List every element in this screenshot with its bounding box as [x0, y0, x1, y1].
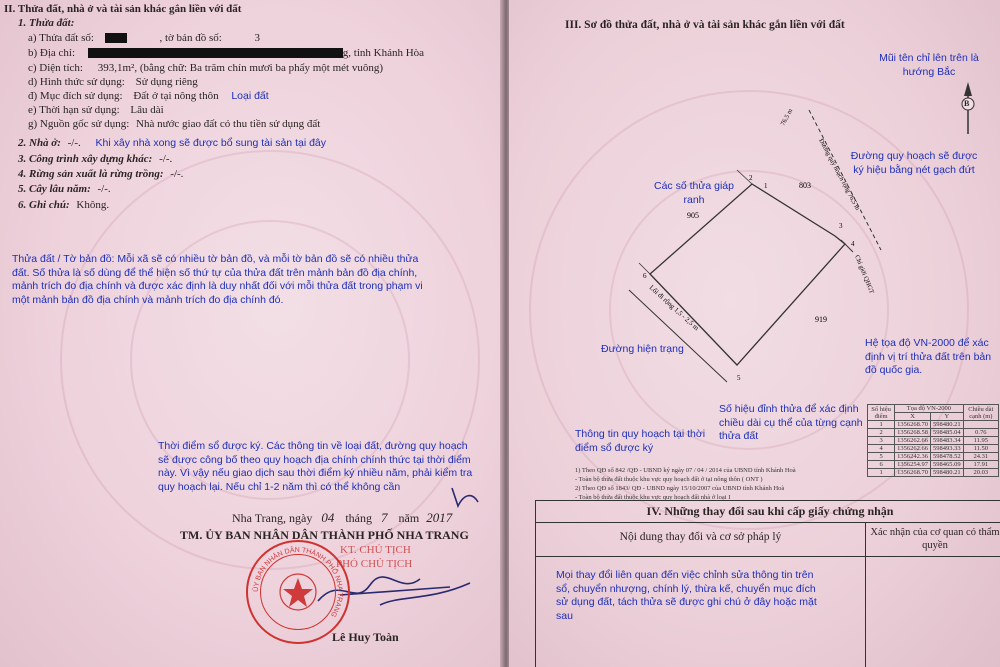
land-heading: 1. Thửa đất: [18, 17, 75, 29]
planning-line: - Toàn bộ thửa đất thuộc khu vực quy hoạch đất nhà ở loại I [575, 494, 731, 501]
purpose-value: Đất ở tại nông thôn [133, 90, 219, 102]
address-suffix: g, tỉnh Khánh Hòa [342, 47, 425, 59]
edge-annotation: Số hiệu đỉnh thửa để xác định chiều dài cụ thể của từng cạnh thửa đất [719, 403, 863, 442]
boundary-label: Chỉ giới QHGT [853, 254, 875, 295]
coord-row [868, 461, 999, 469]
house-value: -/-. [67, 137, 81, 149]
changes-table [535, 500, 1000, 667]
date-year: 2017 [426, 510, 453, 525]
vn2000-annotation: Hệ tọa độ VN-2000 để xác định vị trí thửa đất trên bản đồ quốc gia. [865, 337, 992, 376]
parcel-sketch [609, 100, 889, 400]
origin-row [28, 117, 320, 131]
coord-row [868, 453, 999, 461]
coord-cell: 24.31 [963, 453, 998, 461]
house-row [18, 136, 326, 151]
coord-cell: 11.50 [963, 445, 998, 453]
forest-value: -/-. [170, 168, 184, 180]
coord-header-system: Tọa độ VN-2000 [895, 405, 964, 413]
address-row [28, 46, 424, 60]
use-form-value: Sử dụng riêng [135, 76, 198, 88]
remarks-row [18, 198, 109, 212]
neighbor-803: 803 [799, 181, 811, 190]
planning-line: - Toàn bộ thửa đất thuộc khu vực quy hoạch đất ở tại nông thôn ( ONT ) [575, 476, 763, 483]
svg-text:ỦY BAN NHÂN DÂN THÀNH PHỐ NHA: ỦY BAN NHÂN DÂN THÀNH PHỐ NHA TRANG [252, 546, 344, 619]
coord-cell: 1 [868, 421, 895, 429]
coord-row [868, 437, 999, 445]
vertex-6: 6 [643, 272, 647, 280]
changes-col-content: Nội dung thay đổi và cơ sở pháp lý [536, 523, 866, 557]
forest-row [18, 167, 183, 181]
parcel-redaction [105, 33, 127, 43]
construction-row [18, 152, 172, 166]
changes-content-cell [536, 557, 866, 667]
construction-label: 3. Công trình xây dựng khác: [18, 153, 153, 165]
coord-cell: 1356268.70 [895, 421, 931, 429]
coord-row [868, 469, 999, 477]
coord-header-distance: Chiều dài cạnh (m) [963, 405, 998, 421]
neighbor-905: 905 [687, 211, 699, 220]
coord-row [868, 429, 999, 437]
changes-col-confirmation: Xác nhận của cơ quan có thẩm quyền [866, 523, 1000, 557]
vertex-5: 5 [737, 374, 741, 382]
term-row [28, 103, 164, 117]
north-letter: B [964, 99, 970, 108]
initials-mark [448, 484, 488, 512]
coord-cell: 2 [868, 429, 895, 437]
official-seal [246, 540, 350, 644]
coord-cell [963, 421, 998, 429]
coord-header-x: X [895, 413, 931, 421]
origin-value: Nhà nước giao đất có thu tiền sử dụng đất [136, 118, 321, 130]
purpose-row [28, 89, 269, 104]
use-form-row [28, 75, 198, 89]
remarks-value: Không. [76, 199, 110, 211]
coord-cell: 598485.04 [931, 429, 964, 437]
date-month-label: tháng [345, 511, 373, 525]
existing-road-annotation: Đường hiện trạng [601, 343, 684, 355]
planning-line: 1) Theo QĐ số 842 /QĐ - UBND ký ngày 07 / 04 / 2014 của UBND tỉnh Khánh Hoà [575, 467, 796, 474]
vertex-1: 1 [764, 182, 768, 190]
term-label: e) Thời hạn sử dụng: [28, 104, 120, 116]
coordinate-table [867, 404, 999, 477]
signer-name: Lê Huy Toàn [332, 630, 399, 644]
perennial-row [18, 182, 111, 196]
parcel-label: a) Thửa đất số: [28, 32, 94, 44]
coord-cell: 1356262.66 [895, 437, 931, 445]
planning-line: 2) Theo QĐ số 1843/ QĐ - UBND ngày 15/10/2007 của UBND tỉnh Khánh Hoà [575, 485, 785, 492]
coord-row [868, 445, 999, 453]
coord-cell: 598483.34 [931, 437, 964, 445]
coord-cell: 6 [868, 461, 895, 469]
coord-cell: 17.91 [963, 461, 998, 469]
remarks-label: 6. Ghi chú: [18, 199, 70, 211]
right-page [509, 0, 1000, 667]
address-redaction [88, 48, 343, 58]
coord-cell: 1356262.66 [895, 445, 931, 453]
forest-label: 4. Rừng sản xuất là rừng trồng: [18, 168, 164, 180]
changes-confirmation-cell [866, 557, 1000, 667]
coord-cell: 11.95 [963, 437, 998, 445]
construction-value: -/-. [159, 153, 173, 165]
vertex-4: 4 [851, 240, 855, 248]
coord-cell: 3 [868, 437, 895, 445]
changes-annotation: Mọi thay đổi liên quan đến việc chỉnh sửa thông tin trên sổ, chuyển nhượng, chính lý, thừa kế, chuyển mục đích sử dụng đất, tách thửa sẽ được ghi chú ở đây hoặc mặt sau [556, 569, 817, 622]
changes-title: IV. Những thay đổi sau khi cấp giấy chứng nhận [536, 501, 1000, 523]
coord-cell: 1356268.70 [895, 469, 931, 477]
coord-cell: 598480.21 [931, 421, 964, 429]
coord-cell: 598465.09 [931, 461, 964, 469]
coord-row [868, 421, 999, 429]
area-value: 393,1m², (bằng chữ: Ba trăm chín mươi ba phẩy một mét vuông) [97, 62, 384, 74]
house-label: 2. Nhà ở: [18, 137, 61, 149]
signing-date [232, 511, 452, 525]
section-title-ii: II. Thửa đất, nhà ở và tài sản khác gắn liền với đất [4, 3, 242, 15]
origin-label: g) Nguồn gốc sử dụng: [28, 118, 130, 130]
coord-cell: 5 [868, 453, 895, 461]
vertex-3: 3 [839, 222, 843, 230]
neighbor-919: 919 [815, 315, 827, 324]
signer-title-2: PHÓ CHỦ TỊCH [336, 558, 413, 570]
map-sheet-label: , tờ bản đồ số: [159, 32, 222, 44]
existing-road-label: Lối đi rộng 1,5 - 2,5 m [647, 283, 701, 333]
timing-annotation: Thời điểm sổ được ký. Các thông tin về loại đất, đường quy hoạch sẽ được công bố theo quy hoạch địa chính chính thức tại thời điểm này. Vì vậy nếu giao dịch sau thời điểm ký nhiều năm, phải kiểm tra quy hoạch lại. Nếu chỉ 1-2 năm thì có thể không cần [158, 440, 473, 493]
term-value: Lâu dài [130, 104, 164, 116]
north-arrow-icon [957, 80, 979, 136]
purpose-note: Loại đất [231, 90, 269, 102]
coord-cell: 1356254.97 [895, 461, 931, 469]
parcel-annotation: Thửa đất / Tờ bản đồ: Mỗi xã sẽ có nhiều tờ bản đồ, và mỗi tờ bản đồ sẽ có nhiều thửa đất. Số thửa là số dùng để thể hiện số thứ tự của thửa đất trên mảnh bản đồ địa chính, mảnh trích đo địa chính và được xác định là duy nhất đối với mỗi thửa đất trong phạm vi một mảnh bản đồ địa chính và mảnh trích đo địa chính đó. [12, 253, 423, 306]
coord-cell: 598478.52 [931, 453, 964, 461]
committee-name: TM. ỦY BAN NHÂN DÂN THÀNH PHỐ NHA TRANG [180, 528, 469, 542]
vertex-2: 2 [749, 174, 753, 182]
planned-road-annotation: Đường quy hoạch sẽ được ký hiệu bằng nét gạch đứt [850, 150, 978, 176]
perennial-value: -/-. [97, 183, 111, 195]
coord-header-no: Số hiệu điểm [868, 405, 895, 421]
house-note: Khi xây nhà xong sẽ được bổ sung tài sản tại đây [95, 137, 327, 149]
signer-title-1: KT. CHỦ TỊCH [340, 544, 411, 556]
coord-cell: 1356268.58 [895, 429, 931, 437]
area-row [28, 61, 383, 75]
neighbors-annotation: Các số thửa giáp ranh [654, 180, 734, 206]
planning-annotation: Thông tin quy hoạch tại thời điểm sổ được ký [575, 428, 706, 454]
north-annotation: Mũi tên chỉ lên trên là hướng Bắc [879, 52, 979, 78]
seal-emblem [248, 542, 348, 642]
purpose-label: đ) Mục đích sử dụng: [28, 90, 123, 102]
area-label: c) Diện tích: [28, 62, 83, 74]
use-form-label: d) Hình thức sử dụng: [28, 76, 125, 88]
coord-cell: 0.76 [963, 429, 998, 437]
section-title-iii: III. Sơ đồ thửa đất, nhà ở và tài sản khác gắn liền với đất [565, 19, 845, 31]
coord-cell: 598493.33 [931, 445, 964, 453]
planned-road-label: Đường quy hoạch rộng 76,5 m [817, 137, 861, 212]
date-day: 04 [321, 510, 335, 525]
date-place: Nha Trang, ngày [232, 511, 313, 525]
perennial-label: 5. Cây lâu năm: [18, 183, 91, 195]
coord-cell: 4 [868, 445, 895, 453]
map-sheet-value: 3 [254, 32, 261, 44]
coord-cell: 598480.21 [931, 469, 964, 477]
top-dimension: 76.5 m [779, 107, 795, 127]
address-label: b) Địa chỉ: [28, 47, 76, 59]
parcel-row [28, 31, 260, 45]
planning-lines [575, 466, 796, 502]
coord-cell: 20.03 [963, 469, 998, 477]
coord-header-y: Y [931, 413, 964, 421]
date-year-label: năm [398, 511, 420, 525]
coord-cell: 1356242.36 [895, 453, 931, 461]
date-month: 7 [381, 510, 388, 525]
coord-cell: 1 [868, 469, 895, 477]
